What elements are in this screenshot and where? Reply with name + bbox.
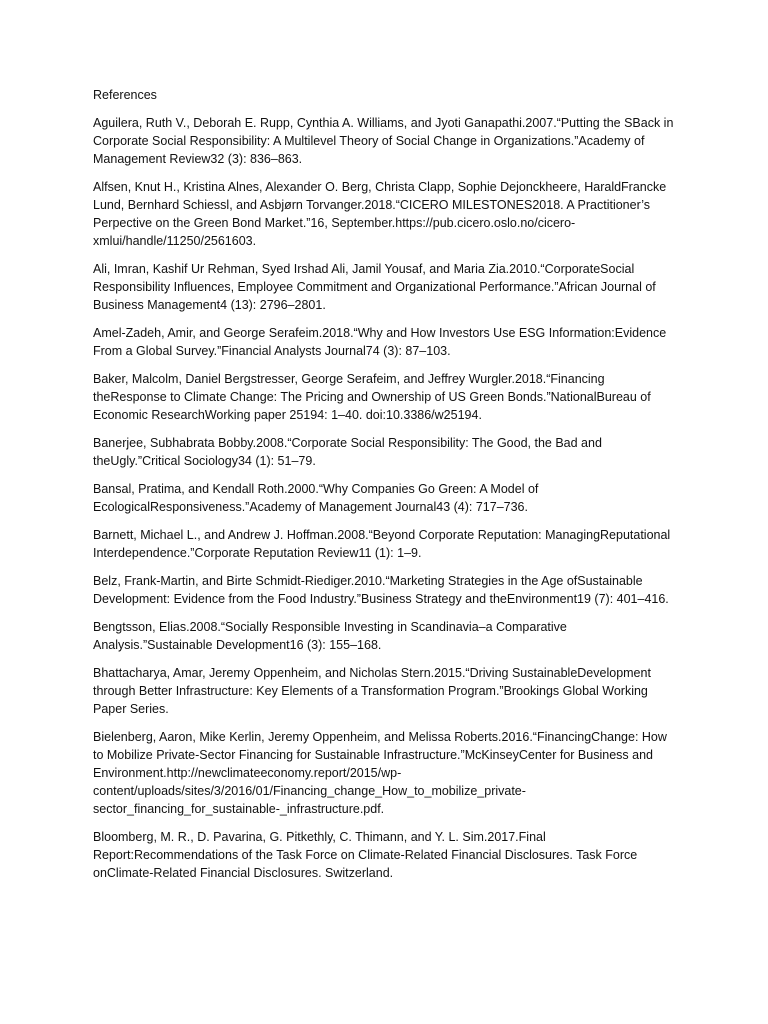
reference-item: Barnett, Michael L., and Andrew J. Hoffman.2008.“Beyond Corporate Reputation: ManagingReputational Interdependence.”Corporate Reputation Review11 (1): 1–9. — [93, 528, 671, 560]
reference-item: Bengtsson, Elias.2008.“Socially Responsible Investing in Scandinavia–a Comparative Analysis.”Sustainable Development16 (3): 155–168. — [93, 620, 567, 652]
reference-item: Amel-Zadeh, Amir, and George Serafeim.2018.“Why and How Investors Use ESG Information:Evidence From a Global Survey.”Financial Analysts Journal74 (3): 87–103. — [93, 326, 667, 358]
references-heading: References — [93, 88, 157, 102]
reference-item: Banerjee, Subhabrata Bobby.2008.“Corporate Social Responsibility: The Good, the Bad and theUgly.”Critical Sociology34 (1): 51–79. — [93, 436, 602, 468]
reference-item: Alfsen, Knut H., Kristina Alnes, Alexander O. Berg, Christa Clapp, Sophie Dejonckheere, HaraldFrancke Lund, Bernhard Schiessl, and Asbjørn Torvanger.2018.“CICERO MILESTONES2018. A Practitioner’s Perpective on the Green Bond Market.”16, September.https://pub.cicero.oslo.no/cicero-xmlui/handle/11250/2561603. — [93, 180, 667, 248]
reference-item: Bansal, Pratima, and Kendall Roth.2000.“Why Companies Go Green: A Model of EcologicalResponsiveness.”Academy of Management Journal43 (4): 717–736. — [93, 482, 539, 514]
reference-item: Bhattacharya, Amar, Jeremy Oppenheim, and Nicholas Stern.2015.“Driving SustainableDevelopment through Better Infrastructure: Key Elements of a Transformation Program.”Brookings Global Working Paper Series. — [93, 666, 651, 716]
reference-item: Bielenberg, Aaron, Mike Kerlin, Jeremy Oppenheim, and Melissa Roberts.2016.“FinancingChange: How to Mobilize Private-Sector Financing for Sustainable Infrastructure.”McKinseyCenter for Business and Environment.http://newclimateeconomy.report/2015/wp-content/uploads/sites/3/2016/01/Financing_change_How_to_mobilize_private-sector_financing_for_sustainable-_infrastructure.pdf. — [93, 730, 667, 816]
document-page — [93, 86, 675, 892]
reference-item: Aguilera, Ruth V., Deborah E. Rupp, Cynthia A. Williams, and Jyoti Ganapathi.2007.“Putting the SBack in Corporate Social Responsibility: A Multilevel Theory of Social Change in Organizations.”Academy of Management Review32 (3): 836–863. — [93, 116, 674, 166]
reference-item: Bloomberg, M. R., D. Pavarina, G. Pitkethly, C. Thimann, and Y. L. Sim.2017.Final Report:Recommendations of the Task Force on Climate-Related Financial Disclosures. Task Force onClimate-Related Financial Disclosures. Switzerland. — [93, 830, 638, 880]
reference-item: Baker, Malcolm, Daniel Bergstresser, George Serafeim, and Jeffrey Wurgler.2018.“Financing theResponse to Climate Change: The Pricing and Ownership of US Green Bonds.”NationalBureau of Economic ResearchWorking paper 25194: 1–40. doi:10.3386/w25194. — [93, 372, 651, 422]
reference-item: Belz, Frank-Martin, and Birte Schmidt-Riediger.2010.“Marketing Strategies in the Age ofSustainable Development: Evidence from the Food Industry.”Business Strategy and theEnvironment19 (7): 401–416. — [93, 574, 669, 606]
reference-item: Ali, Imran, Kashif Ur Rehman, Syed Irshad Ali, Jamil Yousaf, and Maria Zia.2010.“CorporateSocial Responsibility Influences, Employee Commitment and Organizational Performance.”African Journal of Business Management4 (13): 2796–2801. — [93, 262, 656, 312]
references-list — [93, 114, 675, 882]
